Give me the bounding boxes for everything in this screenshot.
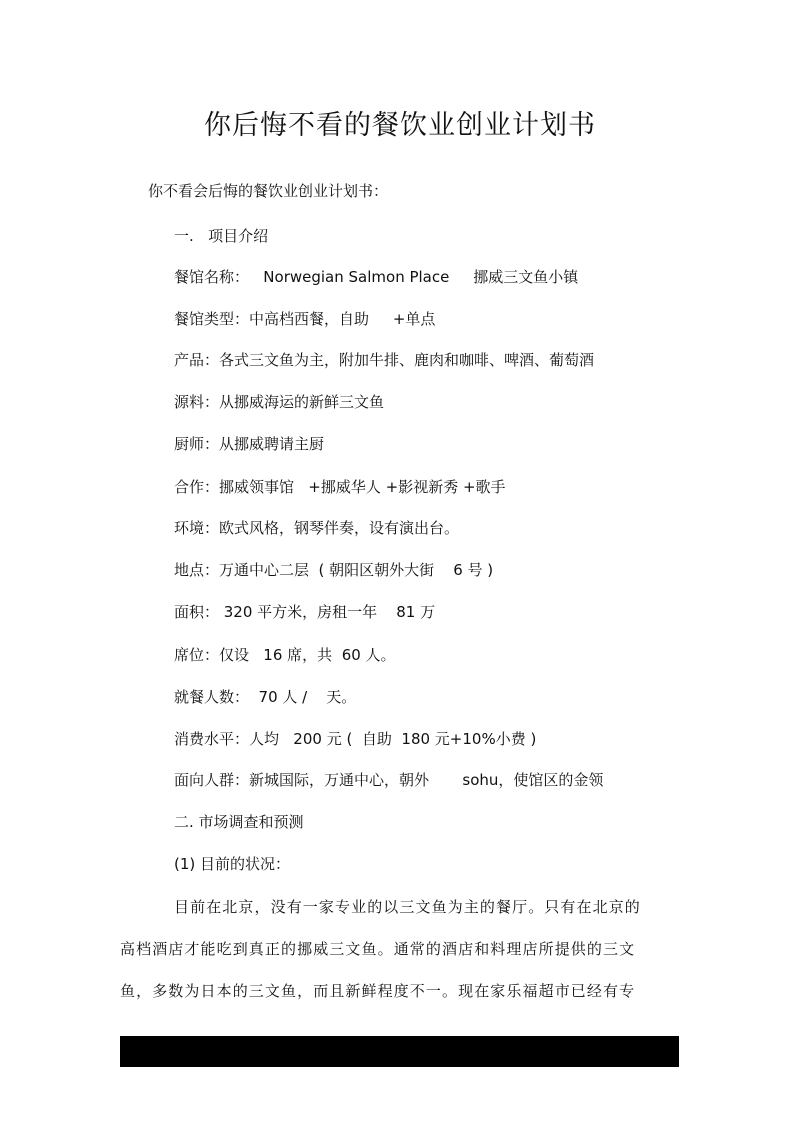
section-heading-1: 一. 项目介绍: [174, 227, 269, 245]
section-heading-2: 二. 市场调查和预测: [174, 813, 304, 831]
paragraph-line: 目前在北京，没有一家专业的以三文鱼为主的餐厅。只有在北京的: [174, 898, 641, 916]
list-item: 餐馆名称： Norwegian Salmon Place 挪威三文鱼小镇: [174, 268, 579, 286]
list-item: 就餐人数： 70 人 / 天。: [174, 688, 357, 706]
document-title: 你后悔不看的餐饮业创业计划书: [204, 110, 596, 141]
list-item: 消费水平：人均 200 元 ( 自助 180 元+10%小费 ): [174, 730, 537, 748]
list-item: 地点：万通中心二层 ( 朝阳区朝外大街 6 号 ): [174, 561, 494, 579]
list-item: 环境：欧式风格，钢琴伴奏，设有演出台。: [174, 519, 460, 537]
list-item: 餐馆类型：中高档西餐，自助 +单点: [174, 310, 436, 328]
intro-line: 你不看会后悔的餐饮业创业计划书：: [148, 182, 389, 200]
black-redaction-bar: [120, 1036, 679, 1067]
list-item: 面积： 320 平方米，房租一年 81 万: [174, 603, 436, 621]
list-item: 厨师：从挪威聘请主厨: [174, 435, 325, 453]
list-item: 席位：仅设 16 席，共 60 人。: [174, 646, 396, 664]
subsection-heading: (1) 目前的状况：: [174, 855, 291, 873]
list-item: 面向人群：新城国际，万通中心，朝外 sohu，使馆区的金领: [174, 771, 604, 789]
list-item: 源料：从挪威海运的新鲜三文鱼: [174, 393, 385, 411]
paragraph-line: 高档酒店才能吃到真正的挪威三文鱼。通常的酒店和料理店所提供的三文: [120, 940, 636, 958]
list-item: 产品：各式三文鱼为主，附加牛排、鹿肉和咖啡、啤酒、葡萄酒: [174, 351, 595, 369]
paragraph-line: 鱼，多数为日本的三文鱼，而且新鲜程度不一。现在家乐福超市已经有专: [120, 982, 636, 1000]
list-item: 合作：挪威领事馆 +挪威华人 +影视新秀 +歌手: [174, 478, 506, 496]
